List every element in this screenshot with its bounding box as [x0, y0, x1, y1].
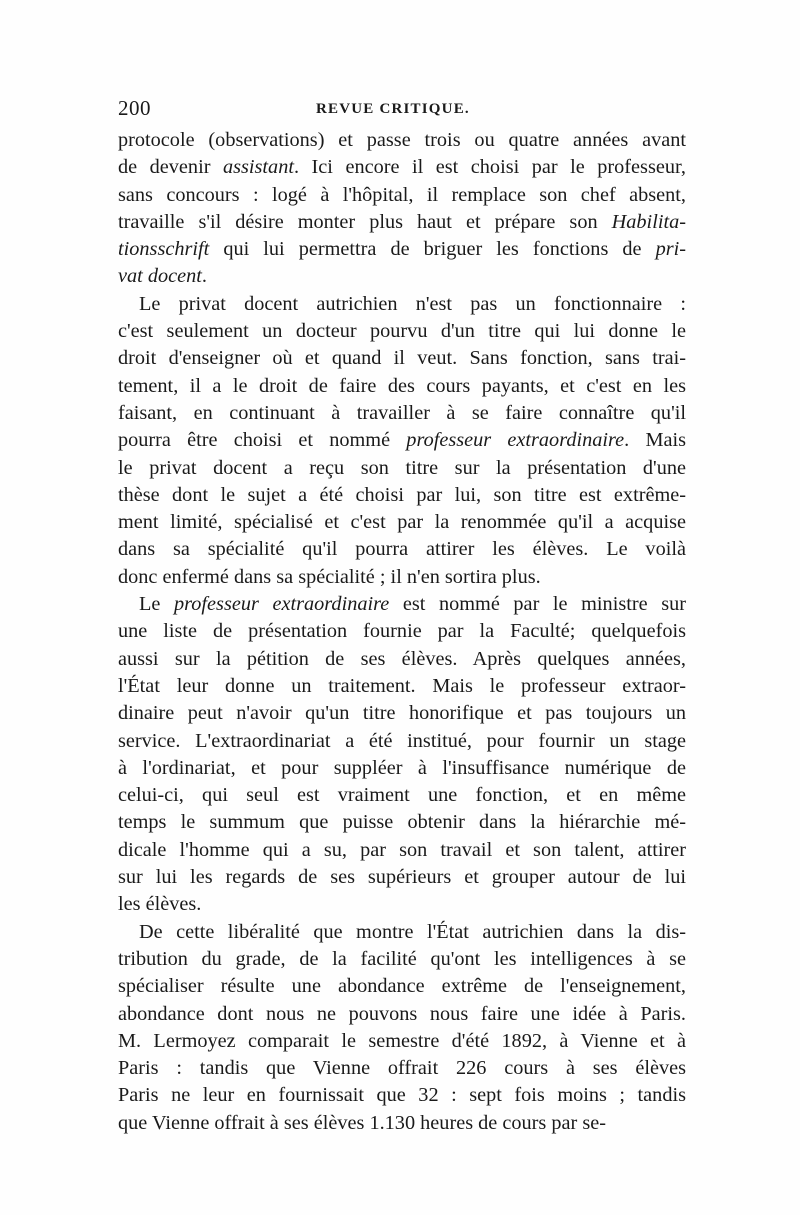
italic-text: professeur extraordinaire — [174, 593, 390, 616]
paragraph — [118, 291, 686, 591]
text-run: droit d'enseigner où et quand il veut. Sans fonction, sans trai- — [118, 347, 686, 370]
text-run: est nommé par le ministre sur — [389, 593, 687, 616]
text-run: le privat docent a reçu son titre sur la présentation d'une — [118, 456, 686, 479]
text-run: protocole (observations) et passe trois ou quatre années avant — [118, 129, 686, 151]
text-line — [118, 1028, 686, 1055]
journal-title: REVUE CRITIQUE. — [316, 101, 470, 117]
text-run: thèse dont le sujet a été choisi par lui, son titre est extrême- — [118, 483, 686, 506]
text-line — [118, 373, 686, 400]
text-run: Paris ne leur en fournissait que 32 : sept fois moins ; tandis — [118, 1084, 686, 1107]
text-line — [118, 536, 686, 563]
text-run: spécialiser résulte une abondance extrême de l'enseignement, — [118, 975, 686, 998]
text-run: dans sa spécialité qu'il pourra attirer les élèves. Le voilà — [118, 538, 686, 561]
text-run: les élèves. — [118, 893, 202, 916]
text-line — [118, 291, 686, 318]
running-head — [118, 96, 688, 122]
text-run: donc enfermé dans sa spécialité ; il n'en sortira plus. — [118, 565, 541, 588]
text-run: sans concours : logé à l'hôpital, il remplace son chef absent, — [118, 183, 686, 206]
text-run: abondance dont nous ne pouvons nous faire une idée à Paris. — [118, 1002, 686, 1025]
paragraph — [118, 591, 686, 919]
text-line — [118, 182, 686, 209]
text-line — [118, 345, 686, 372]
page-number: 200 — [118, 96, 151, 120]
text-run: à l'ordinariat, et pour suppléer à l'insuffisance numérique de — [118, 756, 686, 779]
text-run: temps le summum que puisse obtenir dans la hiérarchie mé- — [118, 811, 686, 834]
text-run: de devenir — [118, 156, 223, 179]
italic-text: tionsschrift — [118, 238, 210, 261]
text-line — [118, 919, 686, 946]
text-line — [118, 1110, 686, 1137]
text-line — [118, 127, 686, 154]
text-run: que Vienne offrait à ses élèves 1.130 heures de cours par se- — [118, 1111, 606, 1134]
italic-text: vat docent — [118, 265, 202, 288]
text-line — [118, 209, 686, 236]
body-text — [118, 127, 686, 1137]
text-line — [118, 864, 686, 891]
text-run: Paris : tandis que Vienne offrait 226 cours à ses élèves — [118, 1057, 686, 1080]
text-run: travaille s'il désire monter plus haut et prépare son — [118, 210, 612, 233]
text-run: faisant, en continuant à travailler à se faire connaître qu'il — [118, 401, 686, 424]
text-line — [118, 455, 686, 482]
text-line — [118, 946, 686, 973]
text-run: celui-ci, qui seul est vraiment une fonction, et en même — [118, 784, 686, 807]
text-line — [118, 891, 686, 918]
paragraph — [118, 127, 686, 291]
text-run: l'État leur donne un traitement. Mais le professeur extraor- — [118, 674, 686, 697]
text-line — [118, 1001, 686, 1028]
paragraph — [118, 919, 686, 1137]
text-line — [118, 236, 686, 263]
text-run: Le — [139, 593, 174, 616]
italic-text: Habilita- — [611, 210, 686, 233]
text-line — [118, 509, 686, 536]
text-line — [118, 973, 686, 1000]
text-line — [118, 564, 686, 591]
text-run: . Mais — [624, 429, 687, 452]
text-line — [118, 154, 686, 181]
text-line — [118, 1055, 686, 1082]
text-run: tribution du grade, de la facilité qu'ont les intelligences à se — [118, 947, 686, 970]
text-run: tement, il a le droit de faire des cours payants, et c'est en les — [118, 374, 686, 397]
text-line — [118, 618, 686, 645]
text-line — [118, 400, 686, 427]
text-line — [118, 482, 686, 509]
italic-text: pri- — [655, 238, 686, 261]
text-run: c'est seulement un docteur pourvu d'un titre qui lui donne le — [118, 320, 686, 343]
italic-text: assistant — [222, 156, 294, 179]
text-line — [118, 728, 686, 755]
text-line — [118, 673, 686, 700]
text-line — [118, 263, 686, 290]
text-line — [118, 837, 686, 864]
italic-text: professeur extraordinaire — [406, 429, 625, 452]
text-line — [118, 591, 686, 618]
text-run: sur lui les regards de ses supérieurs et grouper autour de lui — [118, 866, 686, 889]
text-run: pourra être choisi et nommé — [118, 429, 407, 452]
text-run: service. L'extraordinariat a été institué, pour fournir un stage — [118, 729, 686, 752]
text-run: . — [201, 265, 207, 288]
text-line — [118, 646, 686, 673]
text-run: aussi sur la pétition de ses élèves. Après quelques années, — [118, 647, 686, 670]
text-run: Le privat docent autrichien n'est pas un fonctionnaire : — [139, 292, 686, 315]
text-run: . Ici encore il est choisi par le professeur, — [293, 156, 686, 179]
text-line — [118, 700, 686, 727]
text-run: une liste de présentation fournie par la Faculté; quelquefois — [118, 620, 686, 643]
text-line — [118, 318, 686, 345]
text-run: M. Lermoyez comparait le semestre d'été 1892, à Vienne et à — [118, 1029, 686, 1052]
text-run: De cette libéralité que montre l'État autrichien dans la dis- — [139, 920, 686, 943]
text-line — [118, 755, 686, 782]
text-line — [118, 427, 686, 454]
text-run: ment limité, spécialisé et c'est par la renommée qu'il a acquise — [118, 511, 686, 534]
text-run: dicale l'homme qui a su, par son travail et son talent, attirer — [118, 838, 686, 861]
text-run: dinaire peut n'avoir qu'un titre honorifique et pas toujours un — [118, 702, 686, 725]
text-run: qui lui permettra de briguer les fonctions de — [209, 238, 656, 261]
text-line — [118, 782, 686, 809]
text-line — [118, 809, 686, 836]
text-line — [118, 1082, 686, 1109]
